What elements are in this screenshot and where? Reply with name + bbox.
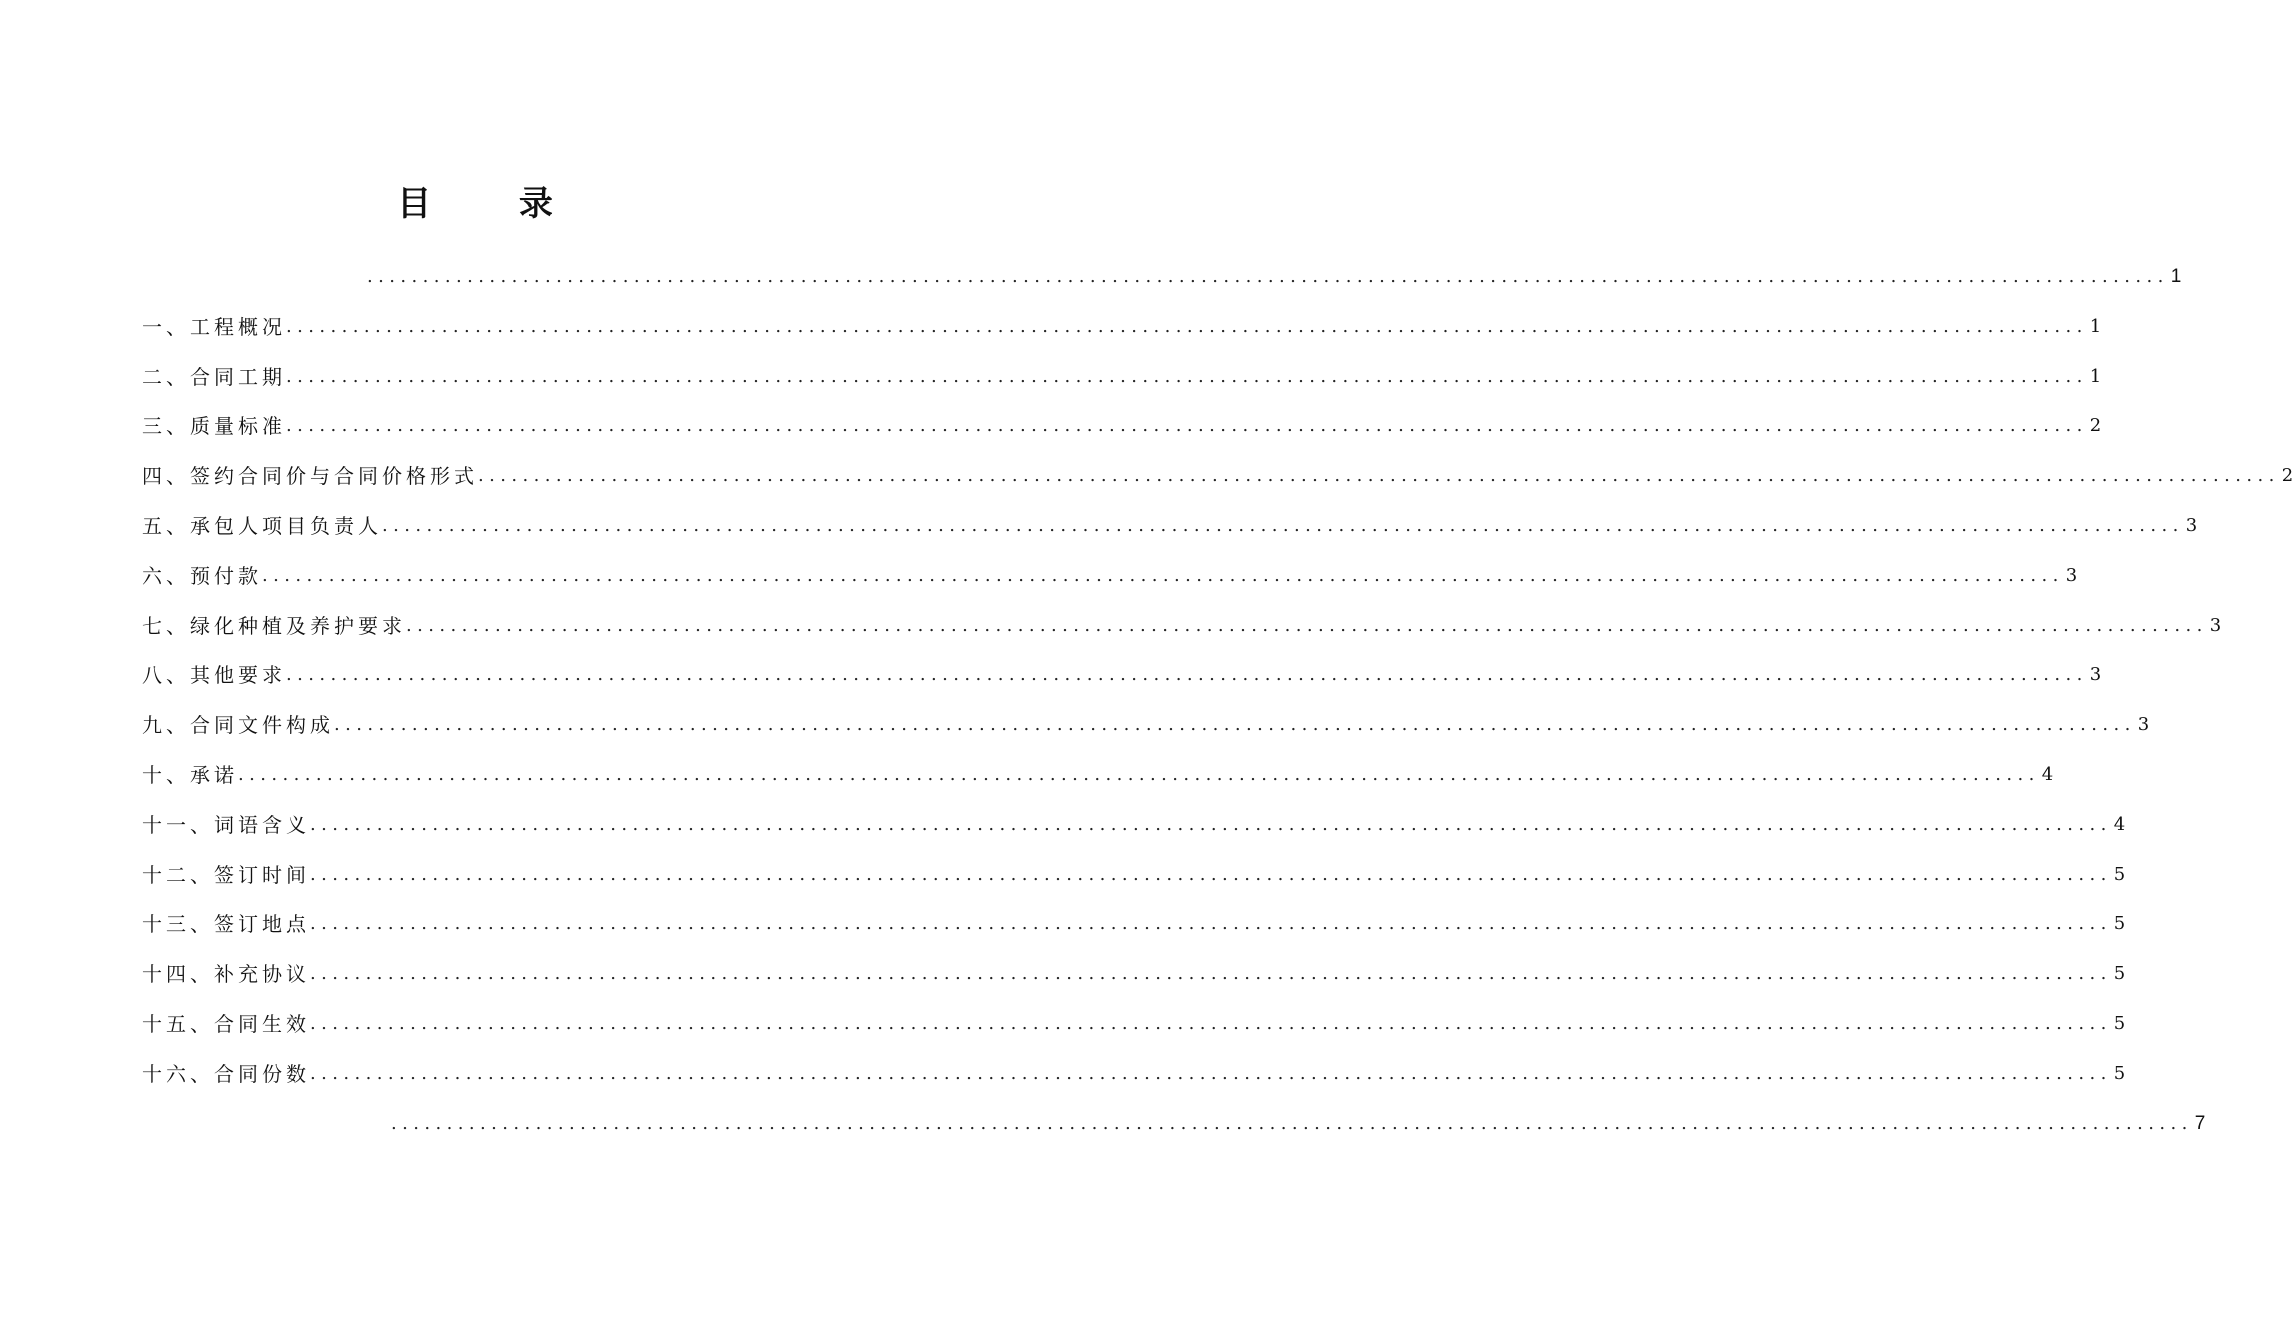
toc-entry-11[interactable] <box>142 810 2126 840</box>
toc-dot-leader: .................................................................................................................................................................. <box>286 664 2088 685</box>
toc-dot-leader: .................................................................................................................................................................. <box>286 415 2088 436</box>
toc-dot-leader: .................................................................................................................................................................. <box>367 266 2169 287</box>
toc-entry-6[interactable] <box>142 561 2078 591</box>
toc-entry-8[interactable] <box>142 660 2102 690</box>
toc-page-number: 1 <box>2089 366 2102 387</box>
toc-page-number: 3 <box>2209 615 2222 636</box>
toc-dot-leader: .................................................................................................................................................................. <box>382 515 2184 536</box>
toc-page-number: 5 <box>2113 864 2126 885</box>
toc-entry-2[interactable] <box>142 362 2102 392</box>
toc-entry-label: 九、合同文件构成 <box>142 713 334 737</box>
toc-page-number: 5 <box>2113 963 2126 984</box>
toc-dot-leader: .................................................................................................................................................................. <box>391 1113 2193 1134</box>
toc-page-number: 7 <box>2194 1113 2206 1134</box>
toc-page-number: 4 <box>2113 814 2126 835</box>
toc-entry-17[interactable] <box>391 1109 2206 1139</box>
toc-entry-7[interactable] <box>142 611 2222 641</box>
toc-entry-4[interactable] <box>142 461 2293 491</box>
toc-page-number: 1 <box>2089 316 2102 337</box>
toc-entry-label: 一、工程概况 <box>142 315 286 339</box>
toc-entry-label: 六、预付款 <box>142 564 262 588</box>
toc-entry-label: 七、绿化种植及养护要求 <box>142 614 406 638</box>
toc-entry-label: 四、签约合同价与合同价格形式 <box>142 464 478 488</box>
toc-page-number: 4 <box>2041 764 2054 785</box>
toc-entry-label: 十、承诺 <box>142 763 238 787</box>
toc-entry-5[interactable] <box>142 511 2198 541</box>
toc-dot-leader: .................................................................................................................................................................. <box>310 864 2112 885</box>
toc-entry-label: 十六、合同份数 <box>142 1062 310 1086</box>
toc-entry-1[interactable] <box>142 312 2102 342</box>
toc-entry-label: 十四、补充协议 <box>142 962 310 986</box>
toc-page-number: 1 <box>2170 266 2182 287</box>
toc-dot-leader: .................................................................................................................................................................. <box>286 316 2088 337</box>
toc-dot-leader: .................................................................................................................................................................. <box>262 565 2064 586</box>
toc-page-number: 3 <box>2089 664 2102 685</box>
toc-entry-label: 二、合同工期 <box>142 365 286 389</box>
toc-entry-3[interactable] <box>142 411 2102 441</box>
toc-entry-label: 五、承包人项目负责人 <box>142 514 382 538</box>
toc-dot-leader: .................................................................................................................................................................. <box>334 714 2136 735</box>
toc-page-number: 3 <box>2137 714 2150 735</box>
toc-dot-leader: .................................................................................................................................................................. <box>238 764 2040 785</box>
toc-entry-10[interactable] <box>142 760 2054 790</box>
toc-entry-9[interactable] <box>142 710 2150 740</box>
toc-entry-12[interactable] <box>142 860 2126 890</box>
toc-page-number: 5 <box>2113 1013 2126 1034</box>
toc-dot-leader: .................................................................................................................................................................. <box>310 913 2112 934</box>
toc-dot-leader: .................................................................................................................................................................. <box>406 615 2208 636</box>
toc-title: 目 录 <box>397 184 591 224</box>
toc-entry-13[interactable] <box>142 909 2126 939</box>
toc-entry-label: 十三、签订地点 <box>142 912 310 936</box>
toc-entry-label: 三、质量标准 <box>142 414 286 438</box>
toc-entry-15[interactable] <box>142 1009 2126 1039</box>
toc-dot-leader: .................................................................................................................................................................. <box>310 1063 2112 1084</box>
toc-page-number: 5 <box>2113 913 2126 934</box>
toc-entry-label: 十五、合同生效 <box>142 1012 310 1036</box>
toc-entry-14[interactable] <box>142 959 2126 989</box>
toc-page-number: 2 <box>2281 465 2293 486</box>
toc-entry-label: 十二、签订时间 <box>142 863 310 887</box>
toc-page-number: 2 <box>2089 415 2102 436</box>
toc-dot-leader: .................................................................................................................................................................. <box>310 814 2112 835</box>
toc-page-number: 3 <box>2185 515 2198 536</box>
toc-entry-label: 十一、词语含义 <box>142 813 310 837</box>
toc-dot-leader: .................................................................................................................................................................. <box>286 366 2088 387</box>
toc-page-number: 3 <box>2065 565 2078 586</box>
toc-dot-leader: .................................................................................................................................................................. <box>478 465 2280 486</box>
toc-entry-16[interactable] <box>142 1059 2126 1089</box>
toc-dot-leader: .................................................................................................................................................................. <box>310 1013 2112 1034</box>
toc-page-number: 5 <box>2113 1063 2126 1084</box>
toc-entry-0[interactable] <box>367 262 2182 292</box>
toc-dot-leader: .................................................................................................................................................................. <box>310 963 2112 984</box>
toc-entry-label: 八、其他要求 <box>142 663 286 687</box>
